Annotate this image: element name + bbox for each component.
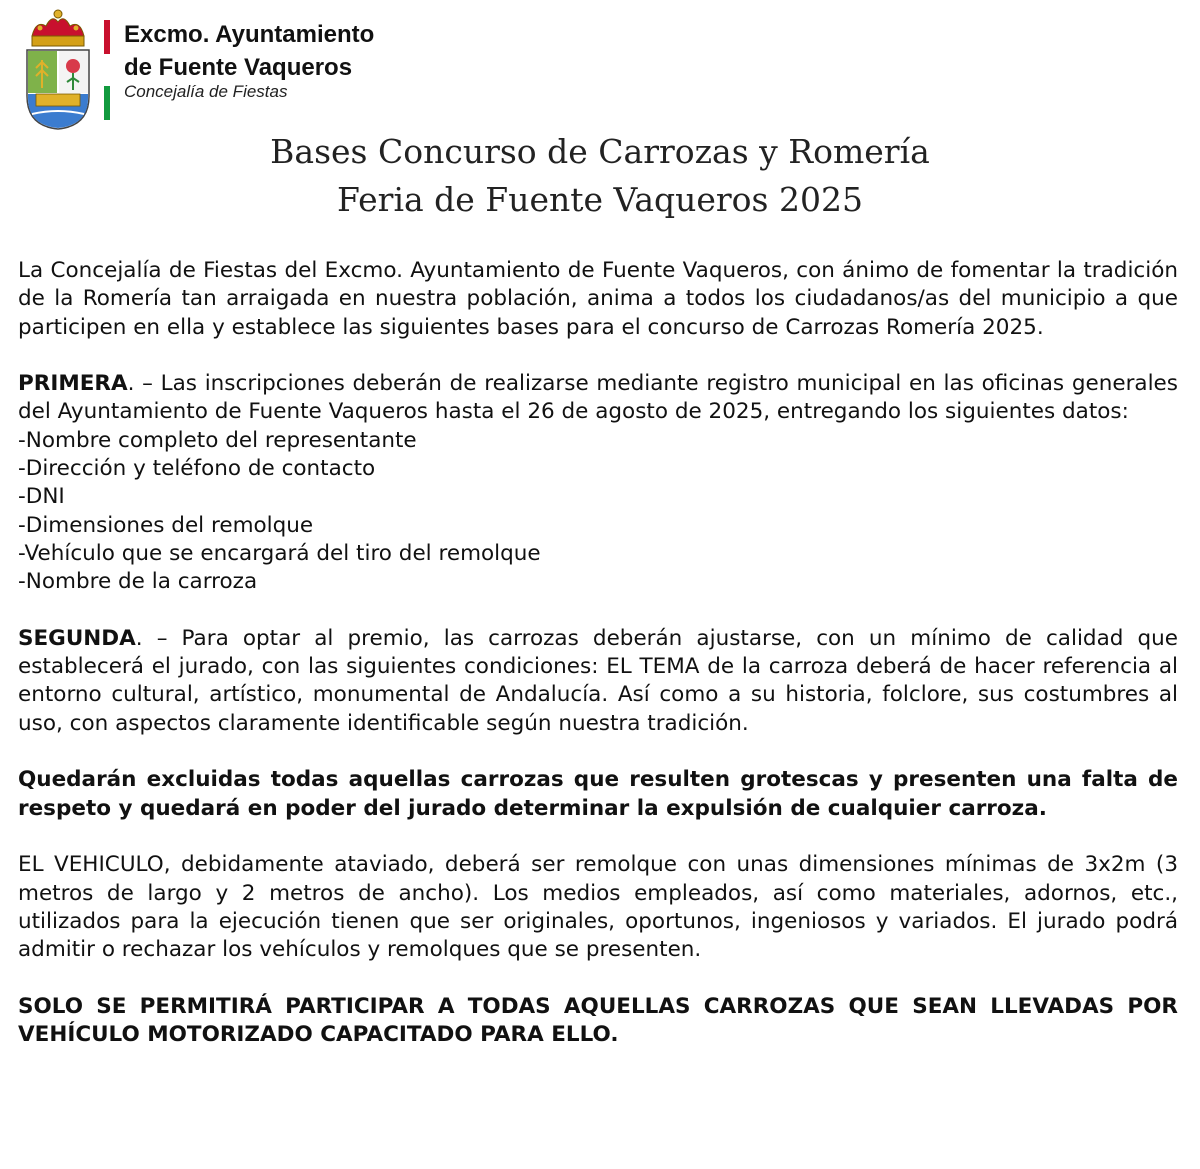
primera-label: PRIMERA [18, 371, 128, 397]
list-item: -Dirección y teléfono de contacto [18, 456, 376, 482]
document-title [0, 128, 1200, 224]
segunda-text: . – Para optar al premio, las carrozas deberán ajustarse, con un mínimo de calidad que establecerá el jurado, con las siguientes condiciones: EL TEMA de la carroza deberá de hacer referencia al entorno cultural, artístico, monumental de Andalucía. Así como a su historia, folclore, sus costumbres al uso, con aspectos claramente identificable según nuestra tradición. [18, 625, 1178, 736]
primera-paragraph [18, 370, 1178, 427]
organization-name [124, 18, 374, 84]
municipal-coat-of-arms-icon [22, 8, 94, 130]
vehicle-paragraph: EL VEHICULO, debidamente ataviado, deberá ser remolque con unas dimensiones mínimas de 3x2m (3 metros de largo y 2 metros de ancho). Los medios empleados, así como materiales, adornos, etc., utilizados para la ejecución tienen que ser originales, oportunos, ingeniosos y variados. El jurado podrá admitir o rechazar los vehículos y remolques que se presenten. [18, 852, 1178, 963]
department-name: Concejalía de Fiestas [124, 82, 288, 101]
exclusion-notice: Quedarán excluidas todas aquellas carrozas que resulten grotescas y presenten una falta de respeto y quedará en poder del jurado determinar la expulsión de cualquier carroza. [18, 767, 1178, 821]
list-item: -Nombre de la carroza [18, 569, 258, 595]
segunda-label: SEGUNDA [18, 625, 136, 651]
letterhead [22, 8, 442, 133]
title-line-2: Feria de Fuente Vaqueros 2025 [337, 180, 863, 219]
document-body [18, 257, 1178, 1078]
flag-stripe-green [104, 86, 110, 120]
list-item: -Vehículo que se encargará del tiro del remolque [18, 540, 541, 566]
motor-vehicle-notice: SOLO SE PERMITIRÁ PARTICIPAR A TODAS AQUELLAS CARROZAS QUE SEAN LLEVADAS POR VEHÍCULO MOTORIZADO CAPACITADO PARA ELLO. [18, 993, 1178, 1048]
org-line-1: Excmo. Ayuntamiento [124, 21, 375, 48]
intro-paragraph: La Concejalía de Fiestas del Excmo. Ayuntamiento de Fuente Vaqueros, con ánimo de fomentar la tradición de la Romería tan arraigada en nuestra población, anima a todos los ciudadanos/as del municipio a que participen en ella y establece las siguientes bases para el concurso de Carrozas Romería 2025. [18, 258, 1178, 340]
required-data-list [18, 427, 1178, 597]
list-item: -Dimensiones del remolque [18, 512, 314, 538]
org-line-2: de Fuente Vaqueros [124, 54, 353, 81]
flag-stripe-red [104, 20, 110, 54]
title-line-1: Bases Concurso de Carrozas y Romería [270, 132, 930, 171]
segunda-paragraph [18, 625, 1178, 738]
primera-text: . – Las inscripciones deberán de realizarse mediante registro municipal en las oficinas generales del Ayuntamiento de Fuente Vaqueros hasta el 26 de agosto de 2025, entregando los siguientes datos: [18, 371, 1178, 425]
list-item: -DNI [18, 484, 65, 510]
list-item: -Nombre completo del representante [18, 427, 417, 453]
